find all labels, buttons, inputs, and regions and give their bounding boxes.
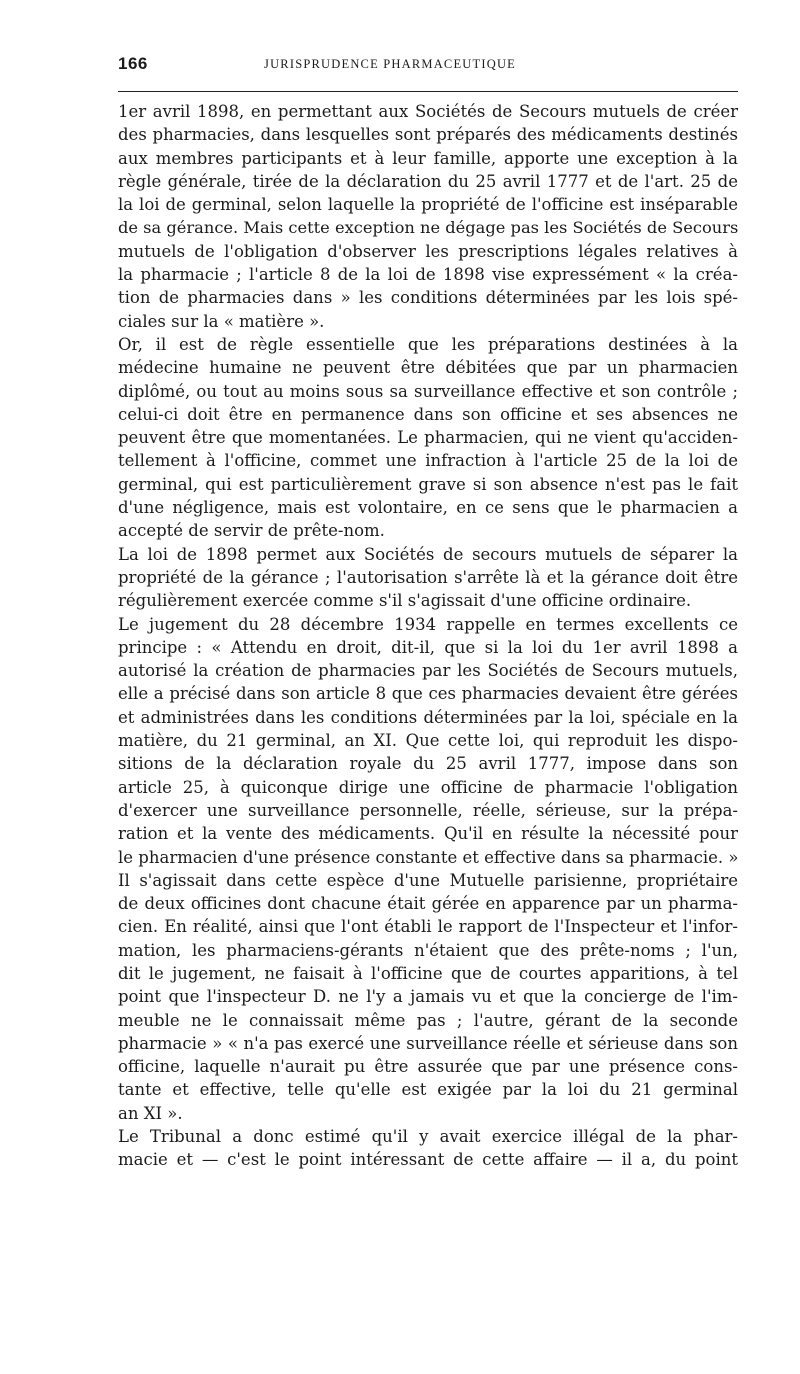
text-line: la loi de germinal, selon laquelle la propriété de l'officine est inséparable [118,195,738,215]
text-line: cien. En réalité, ainsi que l'ont établi le rapport de l'Inspecteur et l'infor- [118,917,738,937]
text-line: macie et — c'est le point intéressant de cette affaire — il a, du point [118,1150,738,1170]
text-line: la pharmacie ; l'article 8 de la loi de 1898 vise expressément « la créa- [118,265,738,285]
text-line: de sa gérance. Mais cette exception ne dégage pas les Sociétés de Secours [118,218,738,238]
text-line: pharmacie » « n'a pas exercé une surveillance réelle et sérieuse dans son [118,1033,738,1053]
text-line: régulièrement exercée comme s'il s'agissait d'une officine ordinaire. [118,591,692,611]
text-line: d'une négligence, mais est volontaire, en ce sens que le pharmacien a [118,498,738,518]
text-line: tellement à l'officine, commet une infraction à l'article 25 de la loi de [118,451,738,471]
text-line: sitions de la déclaration royale du 25 avril 1777, impose dans son [118,754,738,774]
text-line: point que l'inspecteur D. ne l'y a jamais vu et que la concierge de l'im- [118,987,738,1007]
text-line: tion de pharmacies dans » les conditions déterminées par les lois spé- [118,288,738,308]
text-line: et administrées dans les conditions déterminées par la loi, spéciale en la [118,707,738,727]
text-line: Le Tribunal a donc estimé qu'il y avait exercice illégal de la phar- [118,1127,738,1147]
text-line: principe : « Attendu en droit, dit-il, que si la loi du 1er avril 1898 a [118,637,738,657]
running-head: JURISPRUDENCE PHARMACEUTIQUE [264,57,517,71]
text-line: aux membres participants et à leur famille, apporte une exception à la [118,148,738,168]
page-header [118,54,738,80]
text-line: peuvent être que momentanées. Le pharmacien, qui ne vient qu'acciden- [118,428,738,448]
text-line: Or, il est de règle essentielle que les préparations destinées à la [118,334,738,354]
text-line: ration et la vente des médicaments. Qu'il en résulte la nécessité pour [118,824,738,844]
page-number: 166 [118,54,148,73]
body-text [118,100,738,1172]
text-line: propriété de la gérance ; l'autorisation s'arrête là et la gérance doit être [118,567,738,587]
text-line: celui-ci doit être en permanence dans son officine et ses absences ne [118,404,738,424]
text-line: des pharmacies, dans lesquelles sont préparés des médicaments destinés [118,125,738,145]
text-line: de deux officines dont chacune était gérée en apparence par un pharma- [118,894,738,914]
text-line: diplômé, ou tout au moins sous sa surveillance effective et son contrôle ; [118,381,738,401]
text-line: germinal, qui est particulièrement grave si son absence n'est pas le fait [118,474,738,494]
text-line: ciales sur la « matière ». [118,311,325,331]
text-line: règle générale, tirée de la déclaration du 25 avril 1777 et de l'art. 25 de [118,171,738,191]
text-line: accepté de servir de prête-nom. [118,521,385,541]
text-line: elle a précisé dans son article 8 que ces pharmacies devaient être gérées [118,684,738,704]
header-rule [118,91,738,92]
text-line: tante et effective, telle qu'elle est exigée par la loi du 21 germinal [118,1080,738,1100]
text-line: dit le jugement, ne faisait à l'officine que de courtes apparitions, à tel [118,963,738,983]
text-line: officine, laquelle n'aurait pu être assurée que par une présence cons- [118,1057,738,1077]
text-line: mation, les pharmaciens-gérants n'étaient que des prête-noms ; l'un, [118,940,738,960]
text-line: 1er avril 1898, en permettant aux Sociétés de Secours mutuels de créer [118,102,738,121]
text-line: médecine humaine ne peuvent être débitées que par un pharmacien [118,358,738,378]
text-line: Le jugement du 28 décembre 1934 rappelle en termes excellents ce [118,614,738,634]
text-line: Il s'agissait dans cette espèce d'une Mutuelle parisienne, propriétaire [118,870,738,890]
text-line: La loi de 1898 permet aux Sociétés de secours mutuels de séparer la [118,544,738,564]
text-line: mutuels de l'obligation d'observer les prescriptions légales relatives à [118,241,738,261]
text-line: autorisé la création de pharmacies par les Sociétés de Secours mutuels, [118,661,738,681]
text-line: matière, du 21 germinal, an XI. Que cette loi, qui reproduit les dispo- [118,731,738,751]
text-line: le pharmacien d'une présence constante et effective dans sa pharmacie. » [118,847,738,867]
text-line: an XI ». [118,1103,183,1123]
text-line: meuble ne le connaissait même pas ; l'autre, gérant de la seconde [118,1010,738,1030]
text-line: article 25, à quiconque dirige une officine de pharmacie l'obligation [118,777,738,797]
text-line: d'exercer une surveillance personnelle, réelle, sérieuse, sur la prépa- [118,800,738,820]
